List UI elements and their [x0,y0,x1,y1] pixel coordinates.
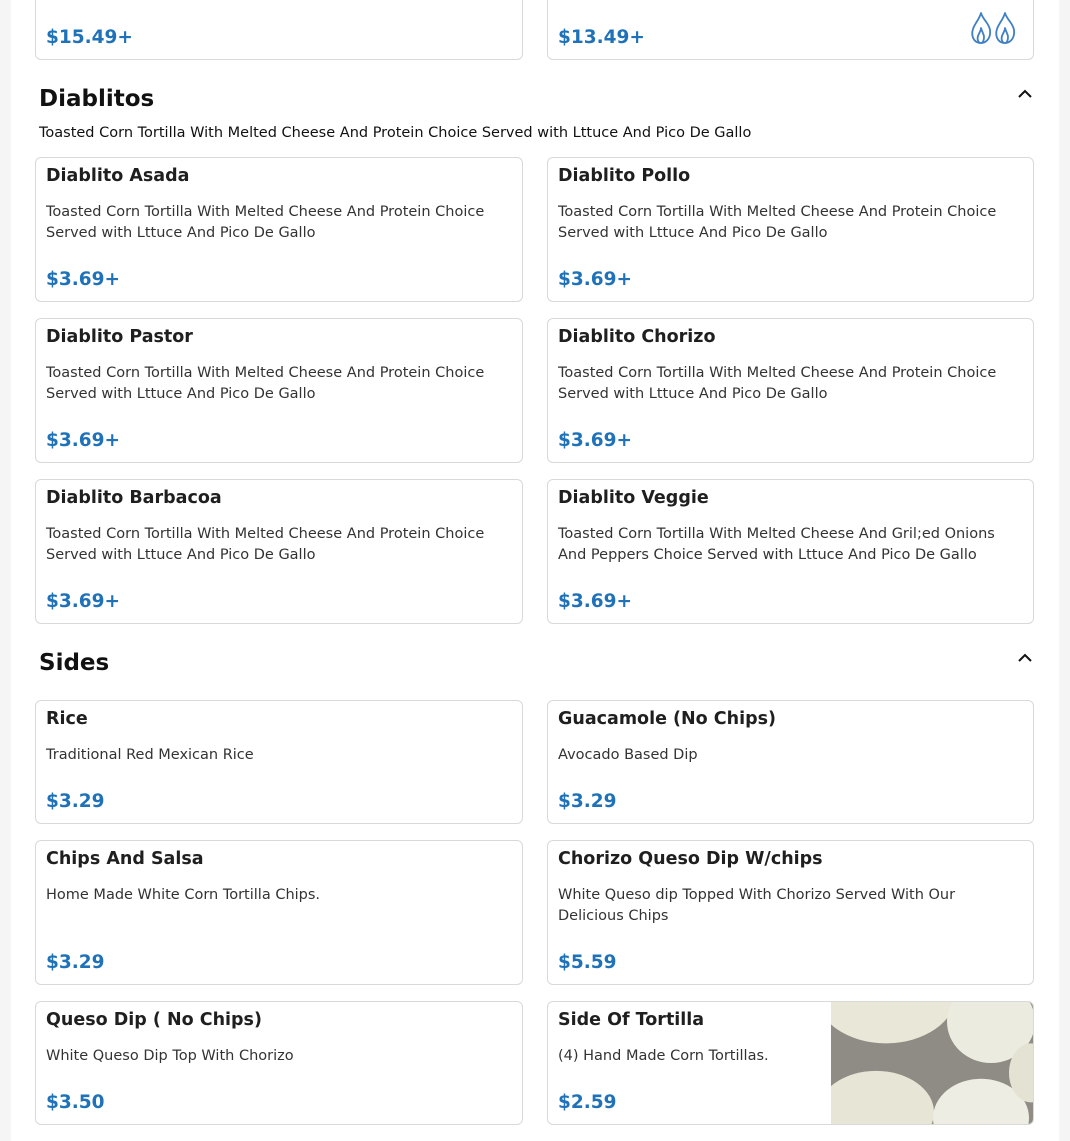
item-price: $3.29 [46,952,105,973]
menu-item-card[interactable] [35,0,523,60]
item-price: $15.49+ [46,27,133,48]
menu-item-card[interactable] [547,0,1034,60]
item-price: $3.69+ [46,430,121,451]
menu-item-card[interactable] [547,840,1034,985]
menu-item-card[interactable] [547,157,1034,302]
item-price: $13.49+ [558,27,645,48]
item-description: Home Made White Corn Tortilla Chips. [46,887,321,903]
menu-item-card[interactable] [35,479,523,624]
item-description: Toasted Corn Tortilla With Melted Cheese And Protein Choice Served with Lttuce And Pico De Gallo [46,526,485,563]
menu-item-card[interactable] [547,1001,1034,1125]
menu-item-card[interactable] [547,700,1034,824]
item-price: $3.69+ [46,591,121,612]
item-name: Chips And Salsa [46,849,204,869]
item-price: $3.69+ [46,269,121,290]
item-name: Chorizo Queso Dip W/chips [558,849,823,869]
item-price: $3.69+ [558,591,633,612]
item-name: Diablito Asada [46,166,190,186]
item-price: $3.29 [46,791,105,812]
category-description: Toasted Corn Tortilla With Melted Cheese And Protein Choice Served with Lttuce And Pico De Gallo [39,125,752,141]
item-description: White Queso dip Topped With Chorizo Served With Our Delicious Chips [558,887,956,924]
item-description: Traditional Red Mexican Rice [46,747,254,763]
item-description: Toasted Corn Tortilla With Melted Cheese And Protein Choice Served with Lttuce And Pico De Gallo [558,365,997,402]
category-title: Diablitos [39,86,155,112]
chevron-up-icon[interactable] [1016,652,1034,664]
item-description: Toasted Corn Tortilla With Melted Cheese And Gril;ed Onions And Peppers Choice Served with Lttuce And Pico De Gallo [558,526,995,563]
item-name: Rice [46,709,88,729]
item-name: Diablito Chorizo [558,327,716,347]
item-name: Diablito Pastor [46,327,193,347]
category-title: Sides [39,650,110,676]
menu-page [11,0,1059,1141]
item-price: $5.59 [558,952,617,973]
chevron-up-icon[interactable] [1016,88,1034,100]
item-name: Diablito Veggie [558,488,709,508]
menu-item-card[interactable] [547,479,1034,624]
item-name: Queso Dip ( No Chips) [46,1010,262,1030]
item-description: Toasted Corn Tortilla With Melted Cheese And Protein Choice Served with Lttuce And Pico De Gallo [46,365,485,402]
item-description: Avocado Based Dip [558,747,698,763]
menu-item-card[interactable] [35,1001,523,1125]
item-name: Diablito Pollo [558,166,691,186]
item-description: Toasted Corn Tortilla With Melted Cheese And Protein Choice Served with Lttuce And Pico De Gallo [46,204,485,241]
menu-item-card[interactable] [35,157,523,302]
item-name: Guacamole (No Chips) [558,709,777,729]
item-price: $3.69+ [558,269,633,290]
item-description: White Queso Dip Top With Chorizo [46,1048,294,1064]
item-name: Side Of Tortilla [558,1010,705,1030]
item-name: Diablito Barbacoa [46,488,222,508]
item-description: (4) Hand Made Corn Tortillas. [558,1048,769,1064]
item-price: $3.69+ [558,430,633,451]
menu-item-card[interactable] [547,318,1034,463]
menu-item-card[interactable] [35,700,523,824]
menu-item-card[interactable] [35,318,523,463]
tortilla-photo [831,1002,1033,1124]
item-description: Toasted Corn Tortilla With Melted Cheese And Protein Choice Served with Lttuce And Pico De Gallo [558,204,997,241]
item-price: $3.50 [46,1092,105,1113]
flame-icon [969,11,1017,49]
item-price: $2.59 [558,1092,617,1113]
menu-item-card[interactable] [35,840,523,985]
item-price: $3.29 [558,791,617,812]
